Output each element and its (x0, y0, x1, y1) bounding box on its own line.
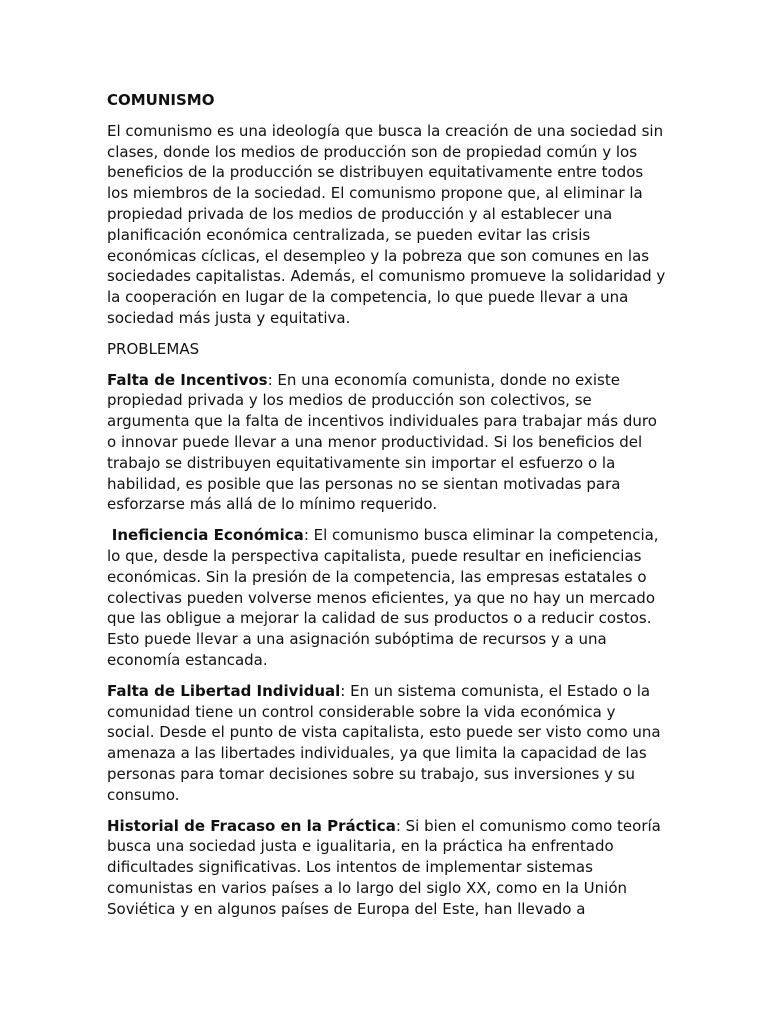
problem-term: Historial de Fracaso en la Práctica (107, 816, 396, 835)
problem-paragraph-libertad (107, 681, 667, 806)
problem-paragraph-ineficiencia (107, 525, 667, 671)
problem-text: : Si bien el comunismo como teoría busca una sociedad justa e igualitaria, en la práctica ha enfrentado dificultades significativas. Los intentos de implementar sistemas comunistas en varios países a lo largo del siglo XX, como en la Unión Soviética y en algunos países de Europa del Este, han llevado a (107, 816, 661, 918)
document-title: COMUNISMO (107, 91, 215, 109)
problem-text: : En un sistema comunista, el Estado o la comunidad tiene un control considerable sobre la vida económica y social. Desde el punto de vista capitalista, esto puede ser visto como una amenaza a las libertades individuales, ya que limita la capacidad de las personas para tomar decisiones sobre su trabajo, sus inversiones y su consumo. (107, 681, 661, 804)
problem-text: : En una economía comunista, donde no existe propiedad privada y los medios de producción son colectivos, se argumenta que la falta de incentivos individuales para trabajar más duro o innovar puede llevar a una menor productividad. Si los beneficios del trabajo se distribuyen equitativamente sin importar el esfuerzo o la habilidad, es posible que las personas no se sientan motivadas para esforzarse más allá de lo mínimo requerido. (107, 370, 657, 514)
problem-term: Falta de Incentivos (107, 370, 268, 389)
document-page (107, 90, 667, 929)
problem-paragraph-incentivos (107, 370, 667, 516)
problems-heading: PROBLEMAS (107, 339, 200, 358)
problem-term: Falta de Libertad Individual (107, 681, 341, 700)
intro-paragraph: El comunismo es una ideología que busca la creación de una sociedad sin clases, donde los medios de producción son de propiedad común y los beneficios de la producción se distribuyen equitativamente entre todos los miembros de la sociedad. El comunismo propone que, al eliminar la propiedad privada de los medios de producción y al establecer una planificación económica centralizada, se pueden evitar las crisis económicas cíclicas, el desempleo y la pobreza que son comunes en las sociedades capitalistas. Además, el comunismo promueve la solidaridad y la cooperación en lugar de la competencia, lo que puede llevar a una sociedad más justa y equitativa. (107, 121, 666, 327)
problem-text: : El comunismo busca eliminar la competencia, lo que, desde la perspectiva capitalista, puede resultar en ineficiencias económicas. Sin la presión de la competencia, las empresas estatales o colectivas pueden volverse menos eficientes, ya que no hay un mercado que las obligue a mejorar la calidad de sus productos o a reducir costos. Esto puede llevar a una asignación subóptima de recursos y a una economía estancada. (107, 526, 659, 669)
problem-paragraph-fracaso (107, 816, 667, 920)
problem-term: Ineficiencia Económica (111, 526, 304, 545)
